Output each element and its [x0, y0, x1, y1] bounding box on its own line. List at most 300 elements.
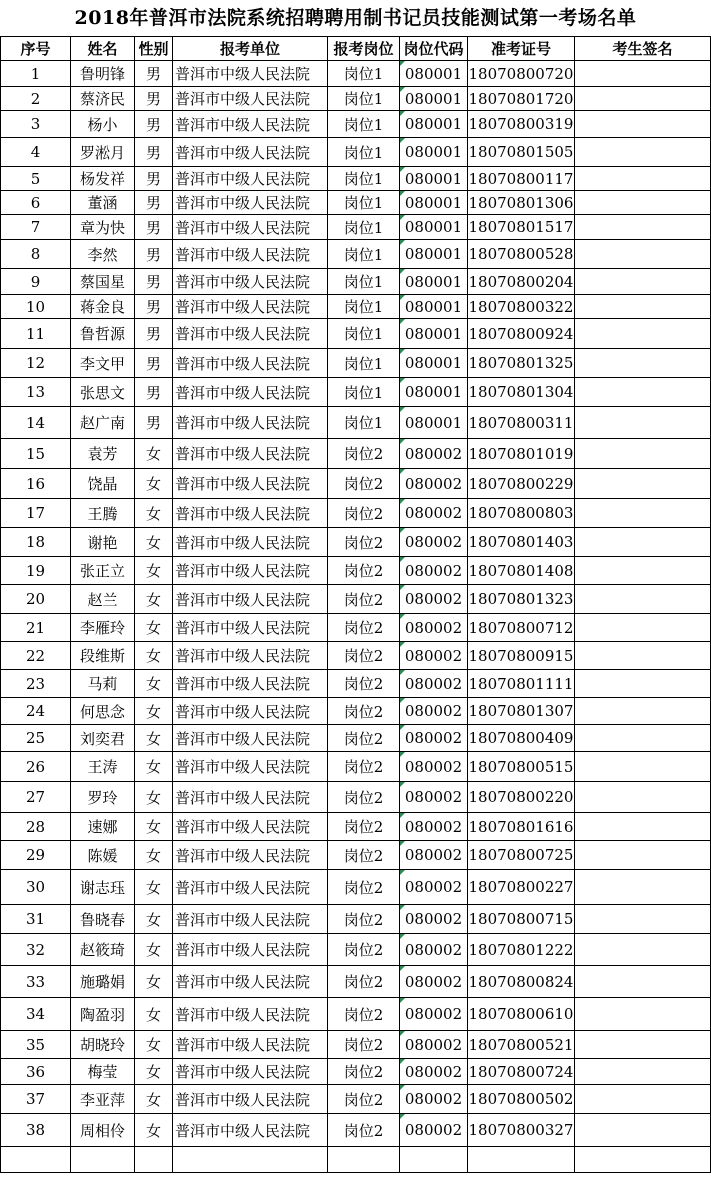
empty-cell [400, 1147, 468, 1173]
cell-name: 鲁哲源 [71, 319, 135, 349]
table-row [1, 215, 711, 240]
cell-position: 岗位2 [328, 813, 400, 841]
cell-signature[interactable] [575, 469, 711, 499]
table-row [1, 319, 711, 349]
table-row [1, 191, 711, 215]
cell-code: 080001 [400, 378, 468, 407]
cell-gender: 女 [135, 725, 173, 752]
cell-signature[interactable] [575, 782, 711, 813]
cell-unit: 普洱市中级人民法院 [173, 1059, 328, 1085]
cell-gender: 男 [135, 349, 173, 378]
cell-name: 章为快 [71, 215, 135, 240]
cell-name: 段维斯 [71, 642, 135, 670]
cell-seq: 38 [1, 1114, 71, 1147]
empty-cell [71, 1147, 135, 1173]
cell-ticket: 18070801616 [468, 813, 575, 841]
cell-name: 杨小 [71, 111, 135, 138]
cell-gender: 男 [135, 111, 173, 138]
cell-seq: 20 [1, 585, 71, 614]
cell-ticket: 18070800319 [468, 111, 575, 138]
cell-signature[interactable] [575, 138, 711, 167]
cell-seq: 9 [1, 269, 71, 295]
cell-unit: 普洱市中级人民法院 [173, 1031, 328, 1059]
cell-unit: 普洱市中级人民法院 [173, 614, 328, 642]
cell-unit: 普洱市中级人民法院 [173, 1114, 328, 1147]
cell-name: 鲁晓春 [71, 905, 135, 934]
cell-seq: 21 [1, 614, 71, 642]
cell-code: 080002 [400, 966, 468, 998]
cell-code: 080001 [400, 111, 468, 138]
cell-position: 岗位1 [328, 167, 400, 191]
cell-position: 岗位2 [328, 670, 400, 698]
cell-code: 080001 [400, 295, 468, 319]
table-row [1, 240, 711, 269]
cell-position: 岗位1 [328, 240, 400, 269]
cell-code: 080001 [400, 407, 468, 439]
cell-name: 袁芳 [71, 439, 135, 469]
cell-unit: 普洱市中级人民法院 [173, 349, 328, 378]
cell-unit: 普洱市中级人民法院 [173, 378, 328, 407]
cell-code: 080002 [400, 870, 468, 905]
cell-code: 080002 [400, 782, 468, 813]
cell-gender: 男 [135, 87, 173, 111]
table-row [1, 698, 711, 725]
cell-signature[interactable] [575, 585, 711, 614]
cell-name: 饶晶 [71, 469, 135, 499]
cell-seq: 10 [1, 295, 71, 319]
cell-gender: 男 [135, 240, 173, 269]
cell-signature[interactable] [575, 725, 711, 752]
cell-ticket: 18070801307 [468, 698, 575, 725]
cell-unit: 普洱市中级人民法院 [173, 87, 328, 111]
cell-ticket: 18070801505 [468, 138, 575, 167]
cell-signature[interactable] [575, 966, 711, 998]
cell-ticket: 18070801517 [468, 215, 575, 240]
cell-code: 080002 [400, 528, 468, 557]
cell-name: 蔡国星 [71, 269, 135, 295]
cell-gender: 女 [135, 469, 173, 499]
cell-seq: 34 [1, 998, 71, 1031]
cell-seq: 27 [1, 782, 71, 813]
cell-seq: 8 [1, 240, 71, 269]
cell-position: 岗位1 [328, 215, 400, 240]
cell-name: 谢志珏 [71, 870, 135, 905]
cell-seq: 33 [1, 966, 71, 998]
cell-position: 岗位1 [328, 407, 400, 439]
cell-code: 080002 [400, 998, 468, 1031]
cell-unit: 普洱市中级人民法院 [173, 813, 328, 841]
empty-cell [468, 1147, 575, 1173]
cell-seq: 4 [1, 138, 71, 167]
cell-code: 080002 [400, 585, 468, 614]
table-row [1, 1085, 711, 1114]
table-row [1, 966, 711, 998]
cell-gender: 女 [135, 813, 173, 841]
cell-signature[interactable] [575, 670, 711, 698]
cell-name: 胡晓玲 [71, 1031, 135, 1059]
cell-unit: 普洱市中级人民法院 [173, 642, 328, 670]
cell-position: 岗位2 [328, 528, 400, 557]
cell-seq: 14 [1, 407, 71, 439]
cell-ticket: 18070800117 [468, 167, 575, 191]
cell-position: 岗位2 [328, 585, 400, 614]
cell-signature[interactable] [575, 642, 711, 670]
table-row [1, 528, 711, 557]
table-row [1, 167, 711, 191]
cell-signature[interactable] [575, 905, 711, 934]
cell-ticket: 18070800204 [468, 269, 575, 295]
cell-name: 周相伶 [71, 1114, 135, 1147]
cell-gender: 女 [135, 905, 173, 934]
cell-signature[interactable] [575, 191, 711, 215]
cell-ticket: 18070801304 [468, 378, 575, 407]
cell-position: 岗位2 [328, 1114, 400, 1147]
cell-gender: 女 [135, 499, 173, 528]
cell-name: 刘奕君 [71, 725, 135, 752]
cell-ticket: 18070800725 [468, 841, 575, 870]
cell-unit: 普洱市中级人民法院 [173, 407, 328, 439]
cell-gender: 男 [135, 319, 173, 349]
table-row [1, 439, 711, 469]
cell-unit: 普洱市中级人民法院 [173, 240, 328, 269]
cell-signature[interactable] [575, 319, 711, 349]
cell-ticket: 18070800720 [468, 61, 575, 87]
cell-code: 080001 [400, 269, 468, 295]
cell-gender: 男 [135, 61, 173, 87]
cell-code: 080002 [400, 469, 468, 499]
cell-position: 岗位2 [328, 698, 400, 725]
cell-name: 杨发祥 [71, 167, 135, 191]
table-row [1, 585, 711, 614]
cell-code: 080001 [400, 191, 468, 215]
cell-gender: 女 [135, 966, 173, 998]
cell-name: 蔡济民 [71, 87, 135, 111]
cell-gender: 女 [135, 998, 173, 1031]
cell-gender: 女 [135, 841, 173, 870]
table-row [1, 87, 711, 111]
cell-ticket: 18070800521 [468, 1031, 575, 1059]
cell-name: 何思念 [71, 698, 135, 725]
cell-gender: 男 [135, 407, 173, 439]
cell-name: 赵广南 [71, 407, 135, 439]
table-row [1, 934, 711, 966]
cell-gender: 女 [135, 1059, 173, 1085]
cell-unit: 普洱市中级人民法院 [173, 782, 328, 813]
cell-code: 080002 [400, 670, 468, 698]
cell-ticket: 18070801306 [468, 191, 575, 215]
cell-position: 岗位2 [328, 469, 400, 499]
cell-ticket: 18070801408 [468, 557, 575, 585]
table-row [1, 1114, 711, 1147]
header-code: 岗位代码 [400, 37, 468, 61]
cell-gender: 女 [135, 1085, 173, 1114]
cell-code: 080002 [400, 557, 468, 585]
cell-unit: 普洱市中级人民法院 [173, 319, 328, 349]
cell-code: 080001 [400, 240, 468, 269]
cell-seq: 13 [1, 378, 71, 407]
cell-signature[interactable] [575, 870, 711, 905]
cell-seq: 6 [1, 191, 71, 215]
cell-code: 080002 [400, 841, 468, 870]
cell-name: 梅莹 [71, 1059, 135, 1085]
cell-name: 马莉 [71, 670, 135, 698]
header-gender: 性别 [135, 37, 173, 61]
cell-signature[interactable] [575, 269, 711, 295]
cell-signature[interactable] [575, 61, 711, 87]
cell-signature[interactable] [575, 378, 711, 407]
cell-name: 李然 [71, 240, 135, 269]
cell-code: 080002 [400, 1114, 468, 1147]
table-row [1, 111, 711, 138]
cell-ticket: 18070801323 [468, 585, 575, 614]
cell-seq: 3 [1, 111, 71, 138]
cell-signature[interactable] [575, 998, 711, 1031]
cell-name: 谢艳 [71, 528, 135, 557]
cell-signature[interactable] [575, 528, 711, 557]
cell-name: 赵兰 [71, 585, 135, 614]
cell-seq: 23 [1, 670, 71, 698]
cell-code: 080001 [400, 61, 468, 87]
empty-cell [328, 1147, 400, 1173]
cell-seq: 12 [1, 349, 71, 378]
cell-position: 岗位2 [328, 614, 400, 642]
cell-name: 李亚萍 [71, 1085, 135, 1114]
table-row [1, 998, 711, 1031]
cell-gender: 女 [135, 614, 173, 642]
cell-signature[interactable] [575, 167, 711, 191]
table-row [1, 1059, 711, 1085]
cell-position: 岗位1 [328, 87, 400, 111]
empty-cell [1, 1147, 71, 1173]
cell-code: 080001 [400, 87, 468, 111]
cell-signature[interactable] [575, 1059, 711, 1085]
cell-signature[interactable] [575, 813, 711, 841]
cell-unit: 普洱市中级人民法院 [173, 752, 328, 782]
table-row [1, 61, 711, 87]
empty-row [1, 1147, 711, 1173]
cell-gender: 女 [135, 752, 173, 782]
table-row [1, 469, 711, 499]
cell-seq: 26 [1, 752, 71, 782]
cell-ticket: 18070800712 [468, 614, 575, 642]
cell-unit: 普洱市中级人民法院 [173, 557, 328, 585]
table-row [1, 349, 711, 378]
cell-position: 岗位2 [328, 725, 400, 752]
table-row [1, 670, 711, 698]
cell-unit: 普洱市中级人民法院 [173, 528, 328, 557]
cell-unit: 普洱市中级人民法院 [173, 725, 328, 752]
cell-ticket: 18070800515 [468, 752, 575, 782]
cell-signature[interactable] [575, 934, 711, 966]
header-seq: 序号 [1, 37, 71, 61]
cell-position: 岗位2 [328, 905, 400, 934]
cell-signature[interactable] [575, 614, 711, 642]
cell-position: 岗位2 [328, 870, 400, 905]
cell-position: 岗位2 [328, 934, 400, 966]
table-row [1, 499, 711, 528]
empty-cell [135, 1147, 173, 1173]
cell-ticket: 18070801019 [468, 439, 575, 469]
cell-code: 080002 [400, 1085, 468, 1114]
cell-gender: 女 [135, 1114, 173, 1147]
cell-position: 岗位2 [328, 1031, 400, 1059]
cell-code: 080001 [400, 138, 468, 167]
cell-unit: 普洱市中级人民法院 [173, 966, 328, 998]
cell-ticket: 18070801720 [468, 87, 575, 111]
cell-unit: 普洱市中级人民法院 [173, 167, 328, 191]
table-row [1, 1031, 711, 1059]
cell-signature[interactable] [575, 111, 711, 138]
cell-unit: 普洱市中级人民法院 [173, 585, 328, 614]
header-unit: 报考单位 [173, 37, 328, 61]
cell-signature[interactable] [575, 1031, 711, 1059]
cell-signature[interactable] [575, 349, 711, 378]
cell-unit: 普洱市中级人民法院 [173, 998, 328, 1031]
cell-unit: 普洱市中级人民法院 [173, 138, 328, 167]
cell-position: 岗位2 [328, 557, 400, 585]
cell-seq: 35 [1, 1031, 71, 1059]
cell-name: 罗玲 [71, 782, 135, 813]
cell-name: 陶盈羽 [71, 998, 135, 1031]
cell-gender: 男 [135, 378, 173, 407]
cell-name: 张正立 [71, 557, 135, 585]
cell-seq: 25 [1, 725, 71, 752]
cell-unit: 普洱市中级人民法院 [173, 841, 328, 870]
cell-signature[interactable] [575, 87, 711, 111]
cell-seq: 22 [1, 642, 71, 670]
cell-ticket: 18070800409 [468, 725, 575, 752]
cell-signature[interactable] [575, 215, 711, 240]
cell-ticket: 18070800924 [468, 319, 575, 349]
cell-position: 岗位2 [328, 752, 400, 782]
cell-ticket: 18070801403 [468, 528, 575, 557]
table-row [1, 407, 711, 439]
header-position: 报考岗位 [328, 37, 400, 61]
cell-gender: 女 [135, 585, 173, 614]
cell-code: 080002 [400, 1031, 468, 1059]
cell-unit: 普洱市中级人民法院 [173, 905, 328, 934]
empty-cell [575, 1147, 711, 1173]
cell-ticket: 18070800915 [468, 642, 575, 670]
cell-ticket: 18070800824 [468, 966, 575, 998]
table-row [1, 614, 711, 642]
cell-unit: 普洱市中级人民法院 [173, 1085, 328, 1114]
cell-signature[interactable] [575, 698, 711, 725]
cell-code: 080002 [400, 813, 468, 841]
cell-seq: 2 [1, 87, 71, 111]
empty-cell [173, 1147, 328, 1173]
cell-seq: 18 [1, 528, 71, 557]
table-row [1, 870, 711, 905]
cell-ticket: 18070800227 [468, 870, 575, 905]
cell-ticket: 18070800311 [468, 407, 575, 439]
cell-unit: 普洱市中级人民法院 [173, 934, 328, 966]
cell-name: 张思文 [71, 378, 135, 407]
cell-name: 王涛 [71, 752, 135, 782]
table-row [1, 813, 711, 841]
cell-code: 080002 [400, 752, 468, 782]
cell-seq: 31 [1, 905, 71, 934]
cell-gender: 女 [135, 439, 173, 469]
cell-ticket: 18070800229 [468, 469, 575, 499]
cell-gender: 女 [135, 782, 173, 813]
cell-unit: 普洱市中级人民法院 [173, 670, 328, 698]
cell-signature[interactable] [575, 407, 711, 439]
cell-code: 080002 [400, 698, 468, 725]
cell-gender: 男 [135, 215, 173, 240]
cell-gender: 女 [135, 670, 173, 698]
cell-ticket: 18070800502 [468, 1085, 575, 1114]
cell-gender: 女 [135, 870, 173, 905]
cell-unit: 普洱市中级人民法院 [173, 870, 328, 905]
cell-seq: 36 [1, 1059, 71, 1085]
cell-gender: 男 [135, 191, 173, 215]
cell-name: 蒋金良 [71, 295, 135, 319]
cell-code: 080002 [400, 642, 468, 670]
cell-ticket: 18070800322 [468, 295, 575, 319]
header-ticket: 准考证号 [468, 37, 575, 61]
cell-seq: 7 [1, 215, 71, 240]
cell-seq: 30 [1, 870, 71, 905]
cell-signature[interactable] [575, 499, 711, 528]
cell-unit: 普洱市中级人民法院 [173, 698, 328, 725]
cell-gender: 男 [135, 167, 173, 191]
table-row [1, 138, 711, 167]
cell-signature[interactable] [575, 1085, 711, 1114]
cell-position: 岗位1 [328, 269, 400, 295]
header-name: 姓名 [71, 37, 135, 61]
cell-seq: 37 [1, 1085, 71, 1114]
cell-name: 罗淞月 [71, 138, 135, 167]
cell-unit: 普洱市中级人民法院 [173, 269, 328, 295]
table-row [1, 841, 711, 870]
cell-position: 岗位1 [328, 378, 400, 407]
cell-code: 080002 [400, 614, 468, 642]
header-signature: 考生签名 [575, 37, 711, 61]
cell-ticket: 18070800327 [468, 1114, 575, 1147]
cell-signature[interactable] [575, 841, 711, 870]
cell-gender: 女 [135, 528, 173, 557]
cell-name: 陈媛 [71, 841, 135, 870]
table-row [1, 295, 711, 319]
cell-signature[interactable] [575, 295, 711, 319]
cell-signature[interactable] [575, 439, 711, 469]
cell-unit: 普洱市中级人民法院 [173, 111, 328, 138]
cell-signature[interactable] [575, 240, 711, 269]
cell-unit: 普洱市中级人民法院 [173, 61, 328, 87]
cell-ticket: 18070800220 [468, 782, 575, 813]
cell-gender: 男 [135, 269, 173, 295]
cell-position: 岗位1 [328, 138, 400, 167]
cell-name: 速娜 [71, 813, 135, 841]
cell-position: 岗位2 [328, 1059, 400, 1085]
cell-seq: 24 [1, 698, 71, 725]
cell-signature[interactable] [575, 752, 711, 782]
cell-position: 岗位1 [328, 61, 400, 87]
cell-seq: 1 [1, 61, 71, 87]
table-row [1, 782, 711, 813]
cell-signature[interactable] [575, 557, 711, 585]
table-row [1, 378, 711, 407]
cell-code: 080001 [400, 215, 468, 240]
cell-unit: 普洱市中级人民法院 [173, 191, 328, 215]
cell-signature[interactable] [575, 1114, 711, 1147]
cell-seq: 28 [1, 813, 71, 841]
cell-code: 080001 [400, 319, 468, 349]
cell-name: 李文甲 [71, 349, 135, 378]
cell-code: 080002 [400, 439, 468, 469]
cell-seq: 15 [1, 439, 71, 469]
